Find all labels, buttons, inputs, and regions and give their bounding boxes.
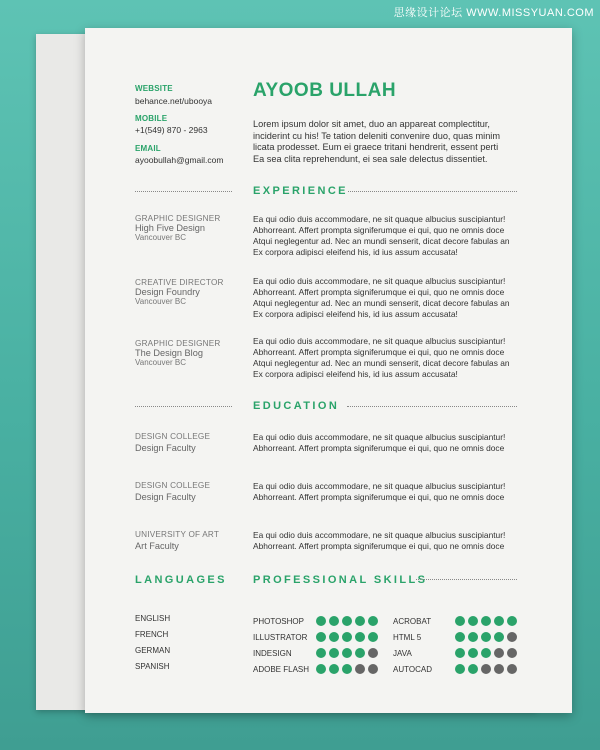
skill-dot-filled: [329, 632, 339, 642]
skill-dot-filled: [507, 616, 517, 626]
skill-rating: [316, 648, 378, 658]
skill-name: ADOBE FLASH: [253, 664, 310, 674]
skill-dot-filled: [481, 648, 491, 658]
skill-dot-filled: [329, 664, 339, 674]
website-value: behance.net/ubooya: [135, 96, 213, 106]
skill-dot-filled: [494, 632, 504, 642]
skill-dot-filled: [329, 616, 339, 626]
divider-line: [416, 579, 517, 580]
skill-name: ACROBAT: [393, 616, 432, 626]
mobile-label: MOBILE: [135, 114, 168, 123]
skill-dot-filled: [342, 648, 352, 658]
skill-dot-filled: [455, 632, 465, 642]
skill-row: [253, 645, 378, 661]
watermark: 思缘设计论坛 WWW.MISSYUAN.COM: [393, 7, 594, 19]
divider-line: [135, 406, 232, 407]
experience-entry-description: Ea qui odio duis accommodare, ne sit quaque albucius suscipiantur! Abhorreant. Affert prompta signiferumque ei qui, quo ne omnis doce Atqui neglegentur ad. Nec an mundi senserit, dicat decore fabulas an Ex corpora adipisci eleifend his, id ius assum accusata!: [253, 214, 510, 257]
skill-dot-filled: [355, 616, 365, 626]
skill-rating: [316, 632, 378, 642]
skill-dot-filled: [368, 616, 378, 626]
divider-line: [348, 191, 517, 192]
skill-rating: [316, 616, 378, 626]
skill-rating: [455, 632, 517, 642]
language-item: GERMAN: [135, 646, 171, 655]
skill-dot-empty: [494, 664, 504, 674]
education-entry-meta: DESIGN COLLEGE Design Faculty: [135, 432, 211, 453]
mobile-value: +1(549) 870 - 2963: [135, 125, 208, 135]
skill-name: HTML 5: [393, 632, 422, 642]
skill-dot-empty: [494, 648, 504, 658]
skills-heading: PROFESSIONAL SKILLS: [253, 574, 428, 586]
skill-rating: [455, 648, 517, 658]
skill-dot-filled: [355, 632, 365, 642]
skill-dot-filled: [316, 632, 326, 642]
skill-dot-filled: [481, 632, 491, 642]
language-item: ENGLISH: [135, 614, 171, 623]
skill-dot-filled: [329, 648, 339, 658]
skill-dot-filled: [455, 664, 465, 674]
skill-dot-filled: [342, 616, 352, 626]
email-value: ayoobullah@gmail.com: [135, 155, 224, 165]
skill-dot-filled: [468, 632, 478, 642]
skill-dot-empty: [368, 664, 378, 674]
skill-row: [253, 661, 378, 677]
experience-entry-meta: CREATIVE DIRECTOR Design Foundry Vancouver BC: [135, 278, 224, 306]
skill-dot-filled: [316, 664, 326, 674]
skill-dot-filled: [342, 664, 352, 674]
skill-dot-filled: [316, 616, 326, 626]
skill-dot-filled: [468, 616, 478, 626]
education-entry-description: Ea qui odio duis accommodare, ne sit quaque albucius suscipiantur! Abhorreant. Affert prompta signiferumque ei qui, quo ne omnis doce: [253, 481, 506, 502]
skill-name: AUTOCAD: [393, 664, 432, 674]
education-entry-meta: UNIVERSITY OF ART Art Faculty: [135, 530, 220, 551]
skill-rating: [455, 664, 517, 674]
skill-row: [393, 645, 517, 661]
education-entry-meta: DESIGN COLLEGE Design Faculty: [135, 481, 211, 502]
skill-dot-filled: [342, 632, 352, 642]
skill-dot-filled: [455, 648, 465, 658]
intro-text: Lorem ipsum dolor sit amet, duo an appareat complectitur, inciderint cu his! Te tation deleniti convenire duo, quas minim licata prodesset. Eum ei graece tritani hendrerit, essent perti Ea sea clita reprehendunt, ei sea sale delectus dissentiet.: [253, 119, 501, 164]
skill-dot-empty: [507, 648, 517, 658]
skill-dot-filled: [468, 664, 478, 674]
person-name: AYOOB ULLAH: [253, 80, 397, 101]
skill-row: [253, 629, 378, 645]
skill-row: [393, 613, 517, 629]
education-heading: EDUCATION: [253, 400, 340, 412]
experience-entry-description: Ea qui odio duis accommodare, ne sit quaque albucius suscipiantur! Abhorreant. Affert prompta signiferumque ei qui, quo ne omnis doce Atqui neglegentur ad. Nec an mundi senserit, dicat decore fabulas an Ex corpora adipisci eleifend his, id ius assum accusata!: [253, 336, 510, 379]
resume-paper: [85, 28, 572, 713]
skill-row: [253, 613, 378, 629]
skill-rating: [316, 664, 378, 674]
skill-row: [393, 629, 517, 645]
experience-entry-meta: GRAPHIC DESIGNER High Five Design Vancouver BC: [135, 214, 221, 242]
skill-name: ILLUSTRATOR: [253, 632, 308, 642]
education-entry-description: Ea qui odio duis accommodare, ne sit quaque albucius suscipiantur! Abhorreant. Affert prompta signiferumque ei qui, quo ne omnis doce: [253, 530, 506, 551]
skill-dot-filled: [481, 616, 491, 626]
languages-heading: LANGUAGES: [135, 574, 227, 586]
languages-list: [135, 614, 170, 678]
skill-rating: [455, 616, 517, 626]
skill-dot-empty: [481, 664, 491, 674]
language-item: FRENCH: [135, 630, 169, 639]
skill-dot-empty: [507, 664, 517, 674]
divider-line: [135, 191, 232, 192]
experience-entry-meta: GRAPHIC DESIGNER The Design Blog Vancouver BC: [135, 339, 221, 367]
divider-line: [347, 406, 517, 407]
website-label: WEBSITE: [135, 84, 173, 93]
experience-entry-description: Ea qui odio duis accommodare, ne sit quaque albucius suscipiantur! Abhorreant. Affert prompta signiferumque ei qui, quo ne omnis doce Atqui neglegentur ad. Nec an mundi senserit, dicat decore fabulas an Ex corpora adipisci eleifend his, id ius assum accusata!: [253, 276, 510, 319]
skill-dot-filled: [455, 616, 465, 626]
language-item: SPANISH: [135, 662, 170, 671]
skill-row: [393, 661, 517, 677]
email-label: EMAIL: [135, 144, 161, 153]
skill-name: JAVA: [393, 648, 412, 658]
education-entry-description: Ea qui odio duis accommodare, ne sit quaque albucius suscipiantur! Abhorreant. Affert prompta signiferumque ei qui, quo ne omnis doce: [253, 432, 506, 453]
skill-dot-empty: [368, 648, 378, 658]
skill-dot-filled: [368, 632, 378, 642]
skill-name: PHOTOSHOP: [253, 616, 304, 626]
experience-heading: EXPERIENCE: [253, 185, 348, 197]
skill-name: INDESIGN: [253, 648, 292, 658]
skill-dot-filled: [494, 616, 504, 626]
skills-left-column: [253, 613, 378, 677]
skills-right-column: [393, 613, 517, 677]
skill-dot-filled: [316, 648, 326, 658]
skill-dot-filled: [355, 648, 365, 658]
skill-dot-filled: [468, 648, 478, 658]
skill-dot-empty: [507, 632, 517, 642]
skill-dot-empty: [355, 664, 365, 674]
